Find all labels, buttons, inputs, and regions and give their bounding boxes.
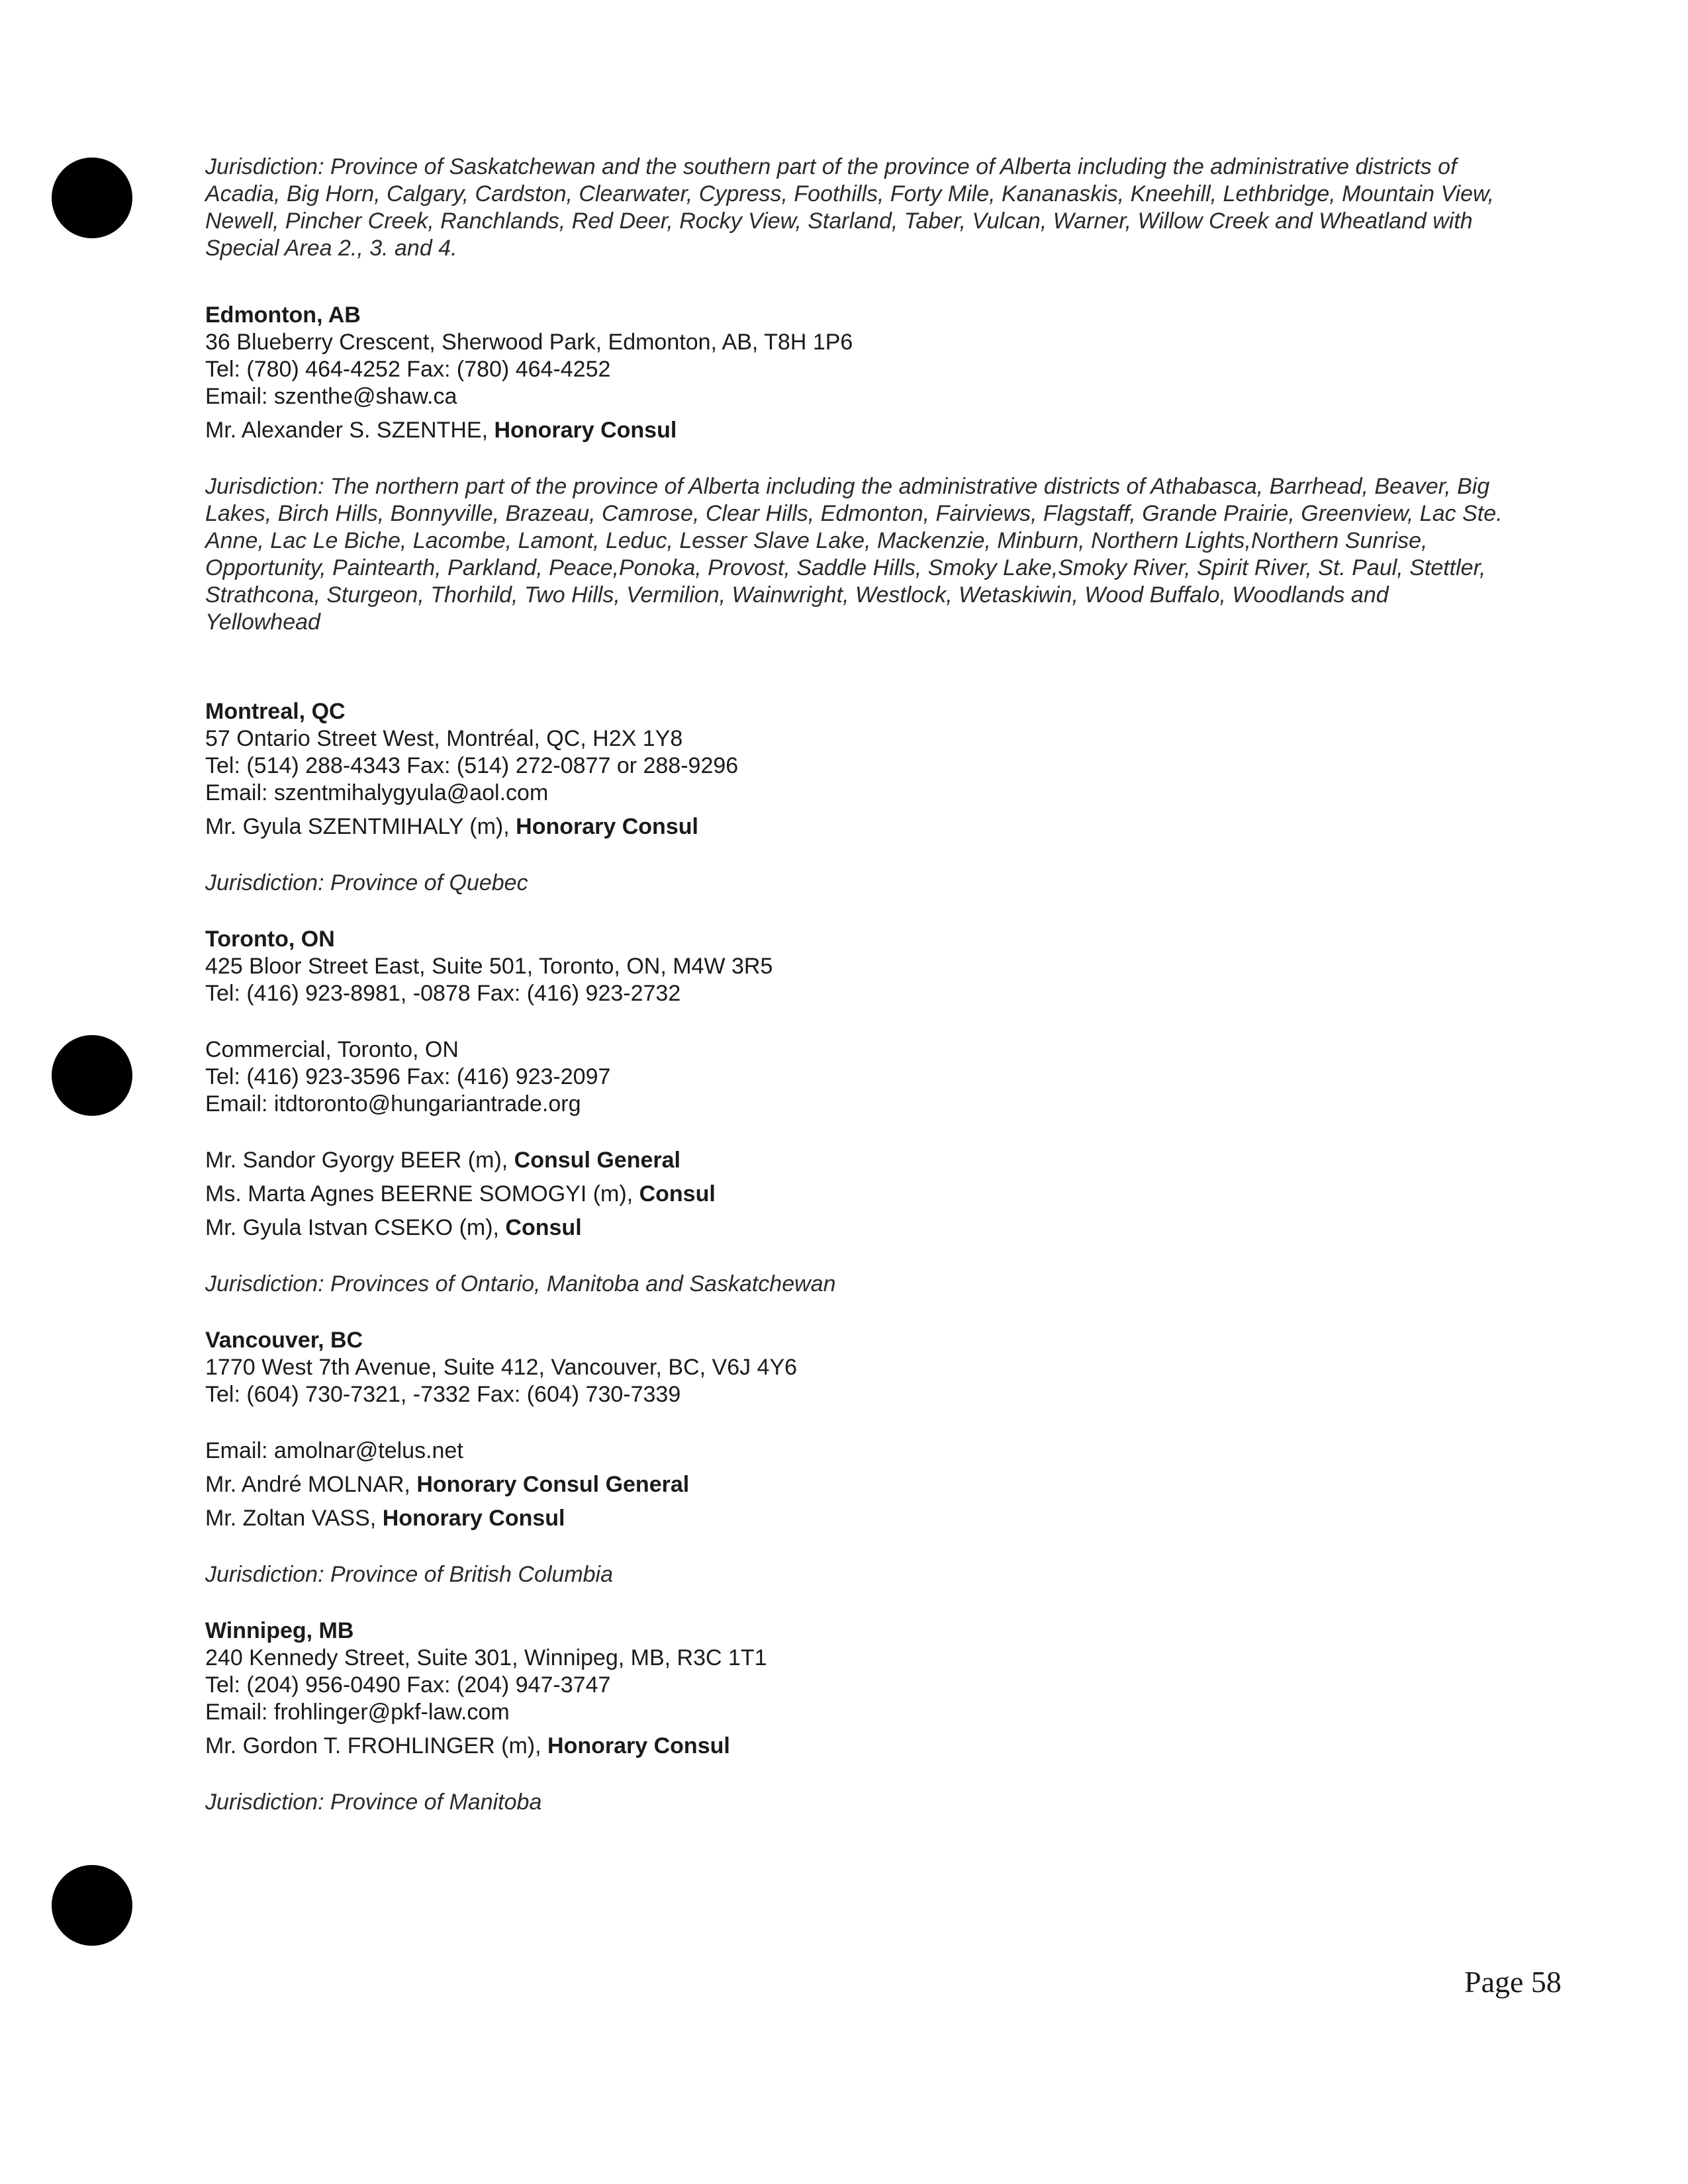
edmonton-tel: Tel: (780) 464-4252 Fax: (780) 464-4252	[205, 357, 611, 382]
consul-name: Mr. Alexander S. SZENTHE,	[205, 418, 494, 443]
consul-name: Mr. Gyula Istvan CSEKO (m),	[205, 1215, 506, 1240]
winnipeg-jurisdiction: Jurisdiction: Province of Manitoba	[205, 1790, 542, 1815]
spacer	[205, 410, 1503, 417]
spacer	[205, 1726, 1503, 1733]
consul-title: Honorary Consul	[547, 1733, 730, 1758]
spacer	[205, 1532, 1503, 1561]
punch-hole-middle	[52, 1035, 132, 1116]
consul-title: Honorary Consul	[494, 418, 677, 443]
vancouver-email: Email: amolnar@telus.net	[205, 1438, 463, 1463]
montreal-address: 57 Ontario Street West, Montréal, QC, H2X 1Y8	[205, 726, 683, 751]
punch-hole-bottom	[52, 1865, 132, 1946]
montreal-section	[205, 698, 1503, 897]
montreal-jurisdiction: Jurisdiction: Province of Quebec	[205, 870, 528, 895]
spacer	[205, 1242, 1503, 1271]
toronto-commercial-email: Email: itdtoronto@hungariantrade.org	[205, 1091, 581, 1116]
spacer	[205, 1408, 1503, 1437]
edmonton-section	[205, 302, 1503, 636]
vancouver-address: 1770 West 7th Avenue, Suite 412, Vancouver, BC, V6J 4Y6	[205, 1355, 798, 1380]
vancouver-section	[205, 1327, 1503, 1588]
toronto-section	[205, 926, 1503, 1298]
toronto-consul-general	[205, 1147, 1503, 1174]
edmonton-address: 36 Blueberry Crescent, Sherwood Park, Edmonton, AB, T8H 1P6	[205, 330, 853, 355]
consul-name: Mr. Gyula SZENTMIHALY (m),	[205, 814, 516, 839]
consul-title: Consul General	[514, 1148, 680, 1173]
spacer	[205, 807, 1503, 813]
montreal-email: Email: szentmihalygyula@aol.com	[205, 780, 549, 805]
toronto-consul-2	[205, 1214, 1503, 1242]
spacer	[205, 1298, 1503, 1327]
winnipeg-address: 240 Kennedy Street, Suite 301, Winnipeg, MB, R3C 1T1	[205, 1645, 767, 1670]
vancouver-tel: Tel: (604) 730-7321, -7332 Fax: (604) 730-7339	[205, 1382, 681, 1407]
winnipeg-section	[205, 1617, 1503, 1816]
edmonton-jurisdiction: Jurisdiction: The northern part of the province of Alberta including the administrative districts of Athabasca, Barrhead, Beaver, Big Lakes, Birch Hills, Bonnyville, Brazeau, Camrose, Clear Hills, Edmonton, Fairviews, Flagstaff, Grande Prairie, Greenview, Lac Ste. Anne, Lac Le Biche, Lacombe, Lamont, Leduc, Lesser Slave Lake, Mackenzie, Minburn, Northern Lights,Northern Sunrise, Opportunity, Paintearth, Parkland, Peace,Ponoka, Provost, Saddle Hills, Smoky Lake,Smoky River, Spirit River, St. Paul, Stettler, Strathcona, Sturgeon, Thorhild, Two Hills, Vermilion, Wainwright, Westlock, Wetaskiwin, Wood Buffalo, Woodlands and Yellowhead	[205, 474, 1503, 635]
spacer	[205, 444, 1503, 473]
montreal-heading: Montreal, QC	[205, 699, 346, 724]
consul-title: Consul	[639, 1181, 716, 1206]
consul-name: Mr. Zoltan VASS,	[205, 1506, 383, 1531]
vancouver-jurisdiction: Jurisdiction: Province of British Columbia	[205, 1562, 614, 1587]
calgary-jurisdiction: Jurisdiction: Province of Saskatchewan and the southern part of the province of Alberta including the administrative districts of Acadia, Big Horn, Calgary, Cardston, Clearwater, Cypress, Foothills, Forty Mile, Kananaskis, Kneehill, Lethbridge, Mountain View, Newell, Pincher Creek, Ranchlands, Red Deer, Rocky View, Starland, Taber, Vulcan, Warner, Willow Creek and Wheatland with Special Area 2., 3. and 4.	[205, 154, 1495, 261]
toronto-jurisdiction: Jurisdiction: Provinces of Ontario, Manitoba and Saskatchewan	[205, 1271, 836, 1297]
spacer	[205, 1588, 1503, 1617]
page-number: Page 58	[1464, 1965, 1562, 1999]
consul-title: Honorary Consul	[516, 814, 698, 839]
consul-name: Mr. André MOLNAR,	[205, 1472, 417, 1497]
vancouver-consul-general	[205, 1471, 1503, 1498]
winnipeg-tel: Tel: (204) 956-0490 Fax: (204) 947-3747	[205, 1672, 611, 1698]
vancouver-heading: Vancouver, BC	[205, 1328, 363, 1353]
vancouver-consul	[205, 1505, 1503, 1532]
document-body	[205, 154, 1503, 1816]
consul-name: Mr. Sandor Gyorgy BEER (m),	[205, 1148, 514, 1173]
toronto-tel: Tel: (416) 923-8981, -0878 Fax: (416) 923-2732	[205, 981, 681, 1006]
winnipeg-email: Email: frohlinger@pkf-law.com	[205, 1700, 510, 1725]
consul-title: Honorary Consul General	[416, 1472, 690, 1497]
consul-name: Ms. Marta Agnes BEERNE SOMOGYI (m),	[205, 1181, 639, 1206]
toronto-consul-1	[205, 1181, 1503, 1208]
spacer	[205, 1760, 1503, 1789]
spacer	[205, 841, 1503, 870]
spacer	[205, 1007, 1503, 1036]
toronto-heading: Toronto, ON	[205, 927, 335, 952]
winnipeg-consul	[205, 1733, 1503, 1760]
spacer	[205, 636, 1503, 698]
toronto-commercial: Commercial, Toronto, ON	[205, 1037, 459, 1062]
punch-hole-top	[52, 158, 132, 238]
spacer	[205, 262, 1503, 302]
montreal-tel: Tel: (514) 288-4343 Fax: (514) 272-0877 or 288-9296	[205, 753, 739, 778]
consul-title: Honorary Consul	[382, 1506, 565, 1531]
toronto-commercial-tel: Tel: (416) 923-3596 Fax: (416) 923-2097	[205, 1064, 611, 1089]
winnipeg-heading: Winnipeg, MB	[205, 1618, 354, 1643]
edmonton-consul	[205, 417, 1503, 444]
edmonton-heading: Edmonton, AB	[205, 302, 361, 328]
edmonton-email: Email: szenthe@shaw.ca	[205, 384, 457, 409]
spacer	[205, 897, 1503, 926]
consul-title: Consul	[505, 1215, 582, 1240]
spacer	[205, 1118, 1503, 1147]
montreal-consul	[205, 813, 1503, 841]
consul-name: Mr. Gordon T. FROHLINGER (m),	[205, 1733, 548, 1758]
toronto-address: 425 Bloor Street East, Suite 501, Toronto, ON, M4W 3R5	[205, 954, 773, 979]
